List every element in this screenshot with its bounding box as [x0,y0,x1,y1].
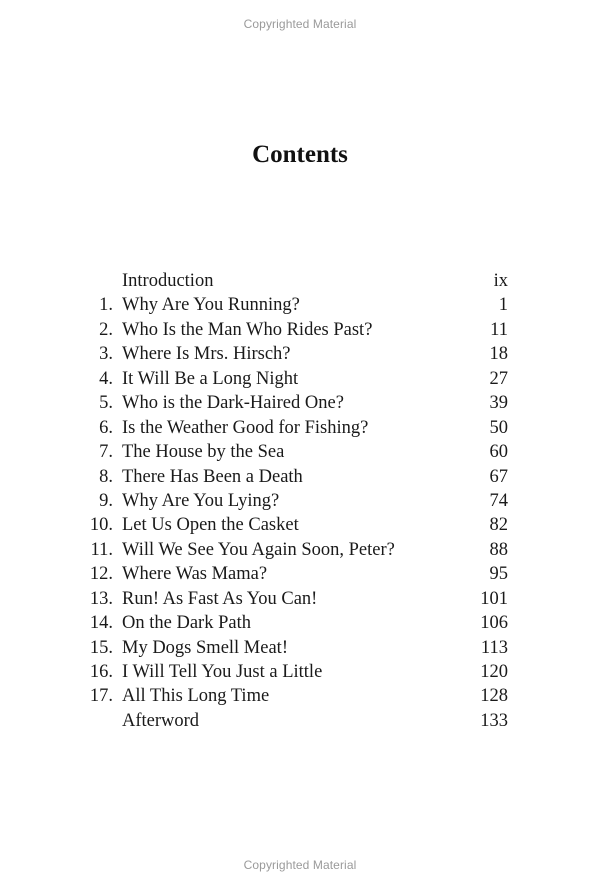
toc-entry [80,587,508,611]
chapter-number: 9. [99,490,113,511]
toc-entry [80,367,508,391]
page-number: 74 [489,490,508,511]
chapter-number: 1. [99,295,113,316]
chapter-title: Why Are You Running? [122,295,300,316]
toc-entry [80,440,508,464]
chapter-number: 11. [90,539,113,560]
toc-entry [80,684,508,708]
page-number: 106 [480,613,508,634]
chapter-number [80,269,113,293]
page-number: 67 [489,466,508,487]
chapter-number: 6. [99,417,113,438]
toc-entry [80,489,508,513]
copyright-watermark-top: Copyrighted Material [243,17,357,31]
chapter-number: 10. [89,515,113,536]
page-number: 120 [480,662,508,682]
toc-entry [80,269,508,293]
chapter-title: It Will Be a Long Night [122,368,299,389]
toc-entry [80,465,508,489]
table-of-contents [80,269,508,733]
toc-entry [80,416,508,440]
toc-entry [80,709,508,733]
toc-entry [80,391,508,415]
page-number: 11 [490,319,508,340]
chapter-title: Will We See You Again Soon, Peter? [122,539,395,560]
page-number: 27 [489,368,508,389]
chapter-title: Is the Weather Good for Fishing? [122,417,369,438]
chapter-title: My Dogs Smell Meat! [122,637,288,658]
chapter-number: 4. [99,368,113,389]
toc-entry [80,562,508,586]
page-number: 1 [498,295,508,316]
chapter-title: Where Was Mama? [122,564,268,585]
chapter-title: Who is the Dark-Haired One? [122,393,344,414]
chapter-number: 8. [99,466,113,487]
page-number: 88 [489,539,508,560]
chapter-title: All This Long Time [122,686,270,707]
chapter-number: 2. [99,319,113,340]
chapter-number: 17. [89,686,113,707]
chapter-title: The House by the Sea [122,442,285,463]
chapter-title: There Has Been a Death [122,466,303,487]
chapter-number: 14. [89,613,113,634]
toc-entry [80,660,508,684]
page-number: 18 [489,344,508,365]
toc-entry [80,293,508,317]
page-number: 133 [480,710,508,731]
page-number: 95 [489,564,508,585]
chapter-title: Why Are You Lying? [122,490,280,511]
toc-entry [80,636,508,660]
chapter-title: Afterword [122,710,200,731]
toc-entry [80,513,508,537]
chapter-number: 7. [99,442,113,463]
page-number: 82 [489,515,508,536]
chapter-number: 12. [89,564,113,585]
chapter-number: 5. [99,393,113,414]
page-number: ix [493,271,508,291]
page-number: 101 [480,588,508,609]
toc-entry [80,538,508,562]
copyright-watermark-bottom: Copyrighted Material [243,858,357,872]
page-title: Contents [252,141,348,168]
chapter-number: 3. [99,344,113,365]
page-number: 60 [489,442,508,463]
toc-entry [80,318,508,342]
toc-entry [80,342,508,366]
chapter-title: Let Us Open the Casket [122,515,299,536]
chapter-number: 16. [89,662,113,682]
chapter-number [80,709,113,733]
chapter-number: 13. [89,588,113,609]
page-number: 39 [489,393,508,414]
chapter-title: On the Dark Path [122,613,251,634]
page-number: 128 [480,686,508,707]
chapter-title: Where Is Mrs. Hirsch? [122,344,291,365]
page-number: 50 [489,417,508,438]
chapter-title: Who Is the Man Who Rides Past? [122,319,373,340]
page-number: 113 [480,637,508,658]
chapter-title: I Will Tell You Just a Little [122,662,323,682]
chapter-number: 15. [89,637,113,658]
chapter-title: Run! As Fast As You Can! [122,588,318,609]
toc-entry [80,611,508,635]
chapter-title: Introduction [122,271,214,291]
